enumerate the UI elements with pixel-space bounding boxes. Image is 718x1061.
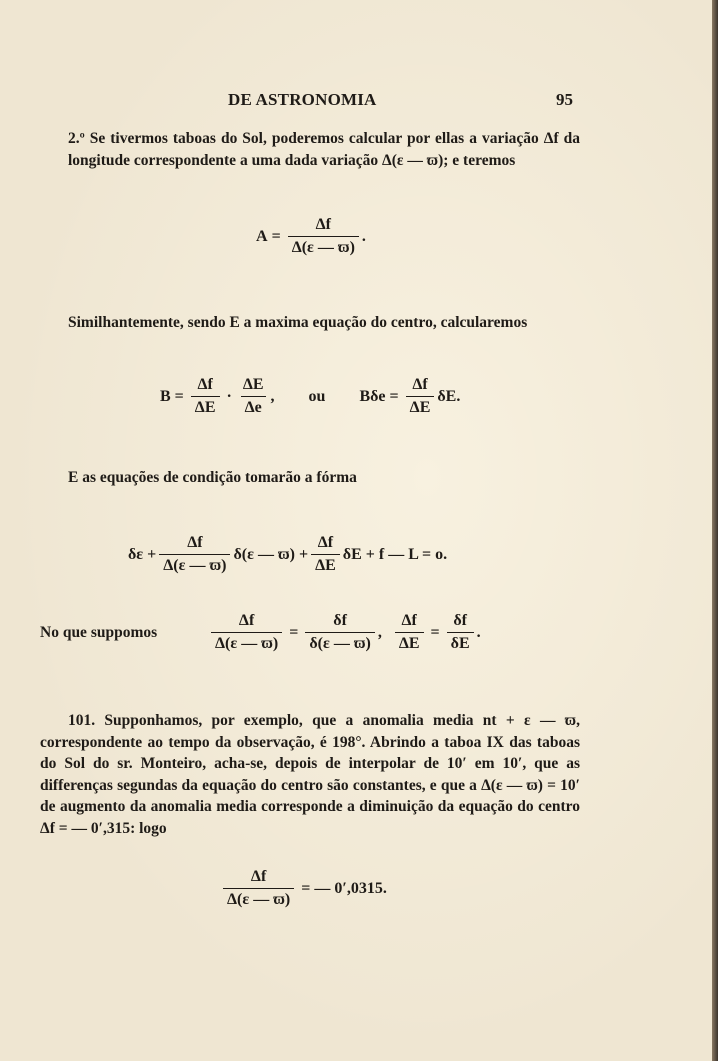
- eq-supp-num-3: Δf: [401, 612, 417, 629]
- eq-b-equals: =: [174, 387, 184, 405]
- eq-supp-den-4: δE: [447, 632, 474, 653]
- paragraph-2: 2.º Se tivermos taboas do Sol, poderemos calcular por ellas a variação Δf da longitude correspondente a uma dada variação Δ(ε — ϖ); e teremos: [68, 130, 580, 169]
- eq-supp-den-3: ΔE: [395, 632, 424, 653]
- eq-b-fraction-3: [406, 376, 435, 417]
- eq-final-numerator: Δf: [250, 868, 267, 885]
- equation-b: [160, 376, 460, 417]
- eq-supp-fraction-1: [211, 612, 282, 653]
- paragraph-condicao: E as equações de condição tomarão a fórma: [68, 469, 357, 486]
- eq-a-denominator: Δ(ε — ϖ): [288, 236, 359, 257]
- eq-a-fraction: [288, 216, 359, 257]
- eq-a-equals: =: [271, 227, 281, 245]
- eq-b-equals-2: =: [389, 387, 399, 405]
- suppomos-label: No que suppomos: [40, 624, 158, 641]
- equation-condition: [128, 534, 447, 575]
- eq-supp-fraction-3: [395, 612, 424, 653]
- running-title: DE ASTRONOMIA: [228, 90, 377, 109]
- eq-cond-term-2: δ(ε — ϖ) +: [233, 545, 309, 563]
- eq-b-fraction-1: [191, 376, 220, 417]
- eq-b-num-3: Δf: [412, 376, 428, 393]
- eq-supp-num-1: Δf: [238, 612, 255, 629]
- eq-cond-num-2: Δf: [317, 534, 334, 551]
- eq-b-den-3: ΔE: [406, 396, 435, 417]
- eq-b-num-1: Δf: [197, 376, 213, 393]
- equation-suppomos: [208, 612, 481, 653]
- eq-supp-fraction-4: [447, 612, 474, 653]
- eq-supp-tail: .: [476, 623, 481, 641]
- book-spine-edge: [712, 0, 718, 1061]
- eq-supp-fraction-2: [305, 612, 375, 653]
- eq-cond-den-2: ΔE: [311, 554, 340, 575]
- equation-a: [256, 216, 366, 257]
- eq-b-lhs-2: Bδe: [359, 387, 386, 405]
- page-number: 95: [556, 90, 573, 109]
- eq-supp-comma: ,: [377, 623, 382, 641]
- eq-b-tail: δE.: [437, 387, 461, 405]
- eq-cond-term-1: δε +: [128, 545, 157, 563]
- eq-cond-term-3: δE + f — L = o.: [342, 545, 448, 563]
- eq-cond-den-1: Δ(ε — ϖ): [159, 554, 230, 575]
- eq-b-fraction-2: [239, 376, 268, 417]
- eq-a-numerator: Δf: [315, 216, 331, 233]
- eq-supp-equals: =: [289, 623, 299, 641]
- eq-cond-num-1: Δf: [187, 534, 203, 551]
- eq-final-denominator: Δ(ε — ϖ): [223, 888, 294, 909]
- eq-b-den-1: ΔE: [191, 396, 220, 417]
- eq-final-equals: =: [301, 879, 311, 897]
- eq-b-dot: ·: [226, 387, 232, 405]
- eq-supp-num-2: δf: [333, 612, 347, 629]
- eq-supp-num-4: δf: [453, 612, 467, 629]
- eq-cond-fraction-2: [311, 534, 340, 575]
- eq-supp-den-1: Δ(ε — ϖ): [211, 632, 282, 653]
- eq-final-rhs: — 0′,0315.: [314, 879, 387, 897]
- eq-supp-equals-2: =: [430, 623, 440, 641]
- eq-supp-den-2: δ(ε — ϖ): [305, 632, 375, 653]
- eq-b-den-2: Δe: [241, 396, 266, 417]
- eq-a-tail: .: [361, 227, 366, 245]
- paragraph-101: 101. Supponhamos, por exemplo, que a anomalia media nt + ε — ϖ, correspondente ao tempo da observação, é 198°. Abrindo a taboa IX das taboas do Sol do sr. Monteiro, acha-se, depois de interpolar de 10′ em 10′, que as differenças segundas da equação do centro são constantes, e que a Δ(ε — ϖ) = 10′ de augmento da anomalia media corresponde a diminuição da equação do centro Δf = — 0′,315: logo: [40, 712, 580, 837]
- eq-b-comma: ,: [270, 387, 275, 405]
- page-header: [0, 90, 712, 112]
- eq-final-fraction: [223, 868, 294, 909]
- eq-b-ou: ou: [308, 387, 326, 405]
- eq-a-lhs: A: [256, 227, 268, 245]
- paragraph-similhantemente: Similhantemente, sendo E a maxima equação do centro, calcularemos: [68, 314, 528, 331]
- eq-cond-fraction-1: [159, 534, 230, 575]
- eq-b-lhs: B: [160, 387, 171, 405]
- equation-final: [220, 868, 387, 909]
- eq-b-num-2: ΔE: [242, 376, 264, 393]
